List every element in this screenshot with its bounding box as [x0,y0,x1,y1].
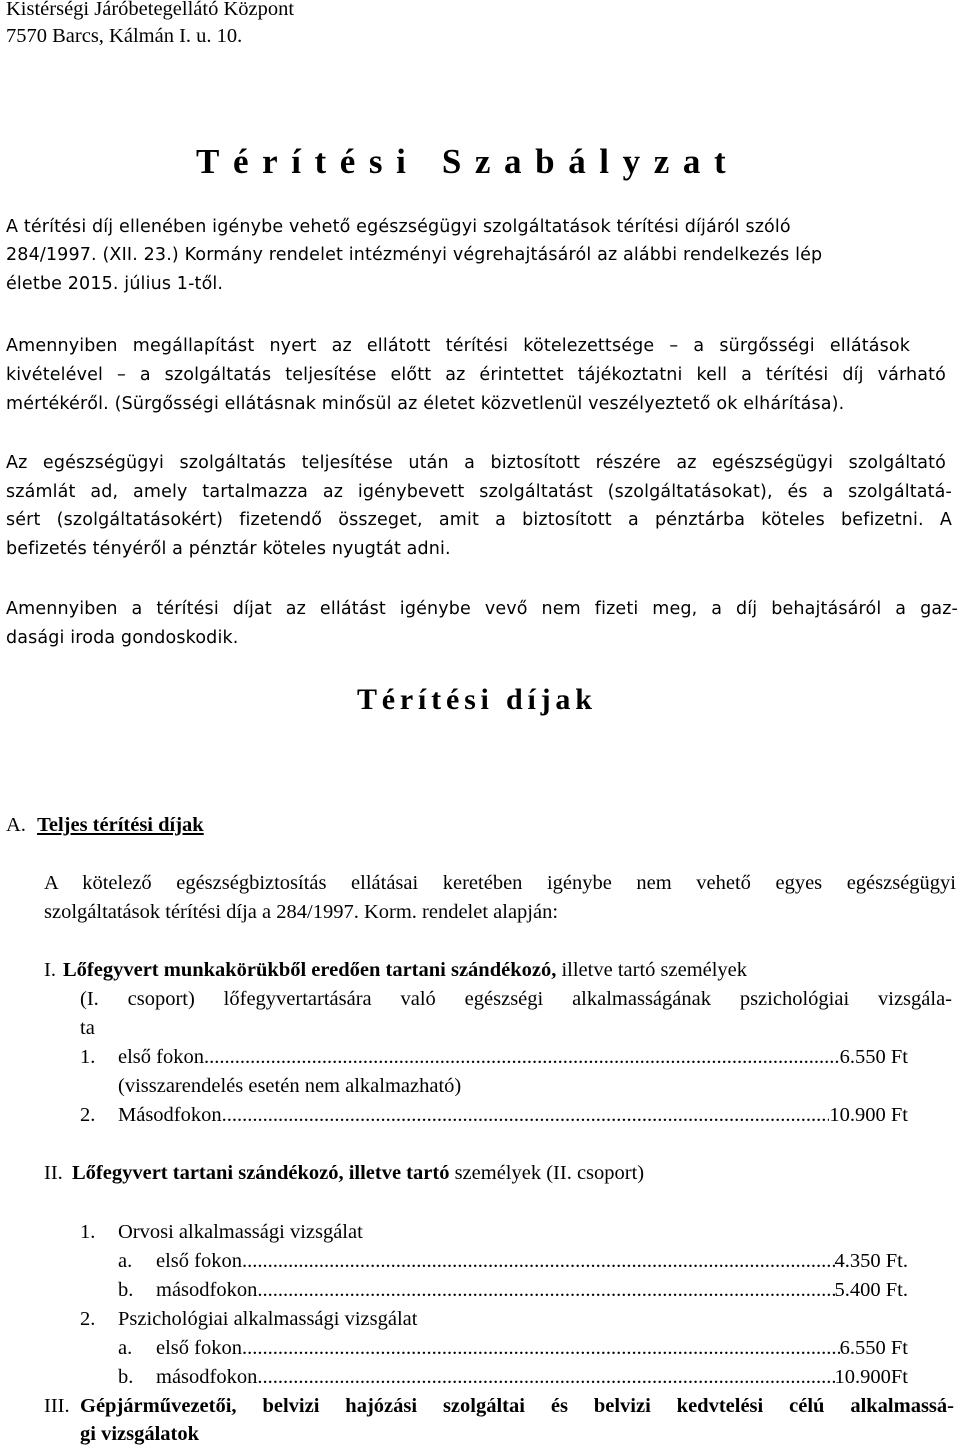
section-i-marker: I. [44,959,56,981]
para3-line-1: Amennyiben a térítési díjat az ellátást igénybe vevő nem fizeti meg, a díj behajtásáról a gaz- [6,599,958,619]
para1-line-3: mértékéről. (Sürgősségi ellátásnak minősül az életet közvetlenül veszélyeztető ok elhárítása). [6,394,845,414]
group-1-item-a-price: 4.350 Ft. [834,1250,908,1272]
group-2-title: Pszichológiai alkalmassági vizsgálat [118,1308,418,1330]
group-1-item-a [156,1250,908,1273]
section-iii-line-2: gi vizsgálatok [80,1423,200,1445]
section-i-heading [63,959,747,982]
para2-line-1: Az egészségügyi szolgáltatás teljesítése után a biztosított részére az egészségügyi szolgáltató [6,453,946,473]
para3-line-2: dasági iroda gondoskodik. [6,628,239,648]
para2-line-2: számlát ad, amely tartalmazza az igénybevett szolgáltatást (szolgáltatásokat), és a szolgáltatá- [6,482,952,502]
section-i-item-2-label: Másodfokon [118,1104,222,1126]
section-a-heading [6,814,204,837]
section-ii-bold: Lőfegyvert tartani szándékozó, illetve tartó [72,1162,450,1184]
document-title: Térítési Szabályzat [196,142,740,181]
group-2-item-a [156,1337,908,1360]
group-2-item-b-price: 10.900Ft [834,1366,908,1388]
section-i-item-2 [118,1104,908,1127]
group-1-item-b-price: 5.400 Ft. [834,1279,908,1301]
dot-leader [222,1104,830,1127]
dot-leader [257,1366,834,1389]
group-1-item-b-label: másodfokon [156,1279,258,1301]
group-1-num: 1. [80,1221,96,1243]
section-ii-rest: személyek (II. csoport) [449,1162,645,1184]
dot-leader [204,1046,840,1069]
intro-line-2: 284/1997. (XII. 23.) Kormány rendelet intézményi végrehajtásáról az alábbi rendelkezés lép [6,245,823,265]
section-iii-line-1: Gépjárművezetői, belvizi hajózási szolgáltai és belvizi kedvtelési célú alkalmassá- [80,1395,954,1417]
group-2-item-b [156,1366,908,1389]
section-a-title: Teljes térítési díjak [37,814,204,836]
dot-leader [242,1337,840,1360]
para2-line-4: befizetés tényéről a pénztár köteles nyugtát adni. [6,539,451,559]
para1-line-2: kivételével – a szolgáltatás teljesítése előtt az érintettet tájékoztatni kell a térítési díj várható [6,365,946,385]
section-i-rest: illetve tartó személyek [556,959,748,981]
group-2-item-a-num: a. [118,1337,133,1359]
group-2-item-a-label: első fokon [156,1337,242,1359]
dot-leader [242,1250,835,1273]
section-i-bold: Lőfegyvert munkakörükből eredően tartani szándékozó, [63,959,557,981]
para1-line-1: Amennyiben megállapítást nyert az ellátott térítési kötelezettsége – a sürgősségi ellátások [6,336,910,356]
section-i-note: (visszarendelés esetén nem alkalmazható) [118,1075,462,1097]
institution-name: Kistérségi Járóbetegellátó Központ [6,0,295,20]
group-1-title: Orvosi alkalmassági vizsgálat [118,1221,363,1243]
section-a-line-2: szolgáltatások térítési díja a 284/1997. Korm. rendelet alapján: [44,901,559,923]
group-1-item-a-label: első fokon [156,1250,242,1272]
section-i-line-3: ta [80,1017,95,1039]
para2-line-3: sért (szolgáltatásokért) fizetendő összeget, amit a biztosított a pénztárba köteles befizetni. A [6,510,952,530]
section-i-item-2-num: 2. [80,1104,96,1126]
section-i-item-1-label: első fokon [118,1046,204,1068]
intro-line-3: életbe 2015. július 1-től. [6,274,224,294]
intro-line-1: A térítési díj ellenében igénybe vehető egészségügyi szolgáltatások térítési díjáról szóló [6,217,791,237]
group-1-item-b [156,1279,908,1302]
dot-leader [257,1279,834,1302]
section-i-line-2: (I. csoport) lőfegyvertartására való egészségi alkalmasságának pszichológiai vizsgála- [80,988,952,1010]
section-i-item-1 [118,1046,908,1069]
section-i-item-1-num: 1. [80,1046,96,1068]
group-2-item-b-num: b. [118,1366,134,1388]
group-1-item-a-num: a. [118,1250,133,1272]
section-iii-marker: III. [44,1395,70,1417]
group-2-item-b-label: másodfokon [156,1366,258,1388]
section-a-line-1: A kötelező egészségbiztosítás ellátásai keretében igénybe nem vehető egyes egészségügyi [44,872,956,894]
section-title: Térítési díjak [357,683,597,716]
institution-address: 7570 Barcs, Kálmán I. u. 10. [6,25,243,47]
section-i-item-1-price: 6.550 Ft [839,1046,908,1068]
group-2-num: 2. [80,1308,96,1330]
section-i-item-2-price: 10.900 Ft [829,1104,908,1126]
group-2-item-a-price: 6.550 Ft [839,1337,908,1359]
section-ii-heading [72,1162,644,1185]
group-1-item-b-num: b. [118,1279,134,1301]
section-a-marker: A. [6,814,26,836]
section-ii-marker: II. [44,1162,63,1184]
